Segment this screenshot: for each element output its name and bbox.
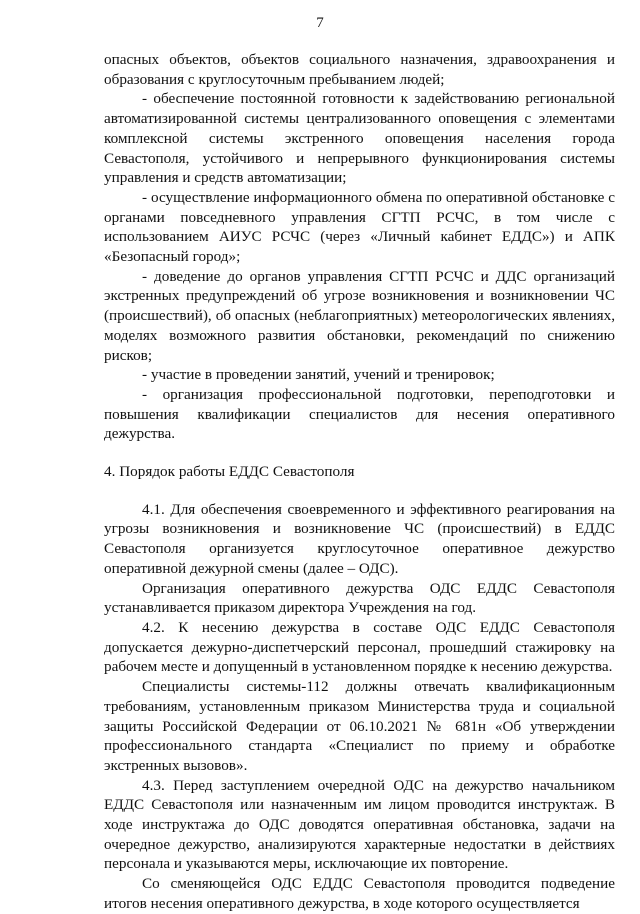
list-item-training: - организация профессиональной подготовки, переподготовки и повышения квалификации специалистов для несения оперативного дежурства. — [104, 385, 615, 443]
paragraph: опасных объектов, объектов социального назначения, здравоохранения и образования с круглосуточным пребыванием людей; — [104, 51, 615, 88]
paragraph-4-3: 4.3. Перед заступлением очередной ОДС на дежурство начальником ЕДДС Севастополя или назначенным им лицом проводится инструктаж. В ходе инструктажа до ОДС доводятся оперативная обстановка, задачи на очередное дежурство, анализируются характерные недостатки в действиях персонала и указываются меры, исключающие их повторение. — [104, 776, 615, 873]
list-item-readiness: - обеспечение постоянной готовности к задействованию региональной автоматизированной системы централизованного оповещения с элементами комплексной системы экстренного оповещения населения города Севастополя, устойчивого и непрерывного функционирования системы управления и средств автоматизации; — [104, 90, 615, 187]
list-item-exercises: - участие в проведении занятий, учений и тренировок; — [142, 366, 495, 384]
paragraph-4-2: 4.2. К несению дежурства в составе ОДС ЕДДС Севастополя допускается дежурно-диспетчерский персонал, прошедший стажировку на рабочем месте и допущенный в установленном порядке к несению дежурства. — [104, 618, 615, 676]
list-item-information-exchange: - осуществление информационного обмена по оперативной обстановке с органами повседневного управления СГТП РСЧС, в том числе с использованием АИУС РСЧС (через «Личный кабинет ЕДДС») и АПК «Безопасный город»; — [104, 188, 615, 266]
list-item-warnings: - доведение до органов управления СГТП РСЧС и ДДС организаций экстренных предупреждений об угрозе возникновения и возникновении ЧС (происшествий), об опасных (неблагоприятных) метеорологических явлениях, моделях возможного развития обстановки, рекомендаций по снижению рисков; — [104, 267, 615, 364]
section-heading: 4. Порядок работы ЕДДС Севастополя — [104, 463, 355, 481]
paragraph-duty-organization: Организация оперативного дежурства ОДС ЕДДС Севастополя устанавливается приказом директора Учреждения на год. — [104, 579, 615, 617]
document-body — [104, 50, 615, 914]
page-number: 7 — [316, 15, 324, 31]
paragraph-shift-summary: Со сменяющейся ОДС ЕДДС Севастополя проводится подведение итогов несения оперативного дежурства, в ходе которого осуществляется — [104, 875, 615, 912]
paragraph-system-112: Специалисты системы-112 должны отвечать квалификационным требованиям, установленным приказом Министерства труда и социальной защиты Российской Федерации от 06.10.2021 № 681н «Об утверждении профессионального стандарта «Специалист по приему и обработке экстренных вызовов». — [104, 678, 615, 774]
paragraph-4-1: 4.1. Для обеспечения своевременного и эффективного реагирования на угрозы возникновения и возникновение ЧС (происшествий) в ЕДДС Севастополя организуется круглосуточное оперативное дежурство оперативной дежурной смены (далее – ОДС). — [104, 500, 615, 577]
